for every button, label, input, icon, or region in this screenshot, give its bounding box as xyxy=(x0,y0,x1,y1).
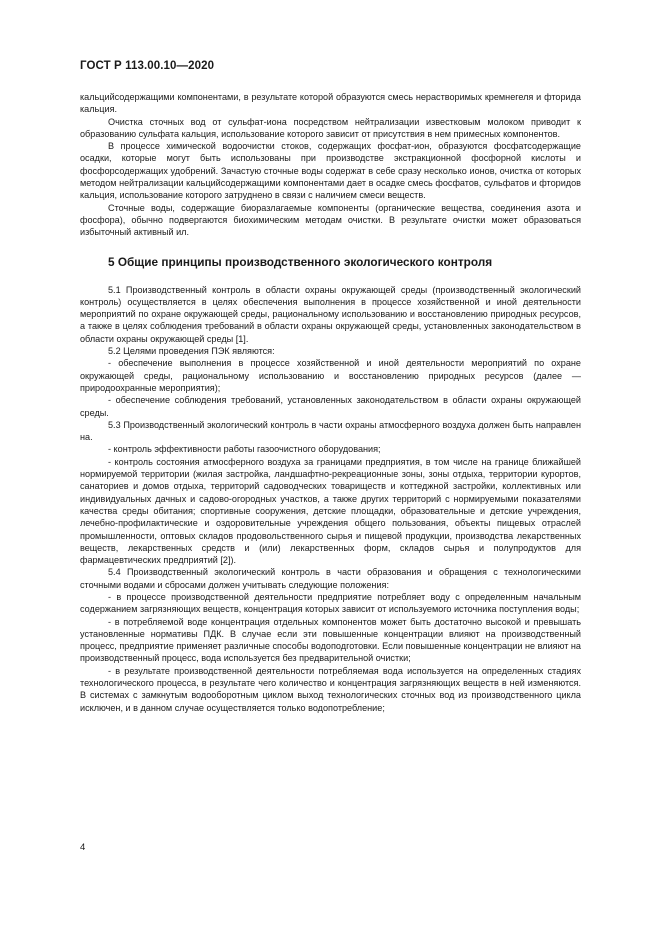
section-heading: 5 Общие принципы производственного экологического контроля xyxy=(108,254,493,269)
list-item: - в результате производственной деятельности потребляемая вода используется на определенных стадиях технологического процесса, в результате чего количество и концентрация загрязняющих веществ в ней изменяются. В системах с замкнутым водооборотным циклом выход технологических сточных вод из производственного цикла исключен, и в данном случае осуществляется только водопотребление; xyxy=(80,665,581,713)
paragraph: 5.1 Производственный контроль в области охраны окружающей среды (производственный экологический контроль) осуществляется в целях обеспечения выполнения в процессе хозяйственной и иной деятельности мероприятий по охране окружающей среды, рациональному использованию и восстановлению природных ресурсов, а также в целях соблюдения требований в области охраны окружающей среды, установленных законодательством в области охраны окружающей среды [1]. xyxy=(80,284,581,344)
page-number: 4 xyxy=(80,842,86,853)
paragraph: кальцийсодержащими компонентами, в результате которой образуются смесь нерастворимых кремнегеля и фторида кальция. xyxy=(80,92,581,115)
paragraph: 5.3 Производственный экологический контроль в части охраны атмосферного воздуха должен быть направлен на. xyxy=(80,419,581,443)
list-item: - в потребляемой воде концентрация отдельных компонентов может быть достаточно высокой и превышать установленные нормативы ПДК. В случае если эти повышенные концентрации влияют на производственный процесс, предприятие применяет различные способы водоподготовки. Если повышенные концентрации не влияют на производственный процесс, вода используется без предварительной очистки; xyxy=(80,616,581,664)
paragraph: Сточные воды, содержащие биоразлагаемые компоненты (органические вещества, соединения азота и фосфора), обычно подвергаются биохимическим методам очистки. В результате очистки может образоваться избыточный активный ил. xyxy=(80,202,581,238)
list-item: - контроль состояния атмосферного воздуха за границами предприятия, в том числе на границе ближайшей нормируемой территории (жилая застройка, ландшафтно-рекреационные зоны, зоны отдыха, территории курортов, санаториев и домов отдыха, территорий садоводческих товариществ и коттеджной застройки, коллективных или индивидуальных дачных и садово-огородных участков, а также других территорий с нормируемыми показателями качества среды обитания; спортивные сооружения, детские площадки, образовательные и детские учреждения, лечебно-профилактические и оздоровительные учреждения общего пользования, объекты пищевых отраслей промышленности, оптовых складов продовольственного сырья и пищевой продукции, производства лекарственных веществ, лекарственных средств и (или) лекарственных форм, складов сырья и полупродуктов для фармацевтических предприятий [2]). xyxy=(80,456,581,566)
paragraph: В процессе химической водоочистки стоков, содержащих фосфат-ион, образуются фосфатсодержащие осадки, которые могут быть использованы при производстве экстракционной фосфорной кислоты и фосфорсодержащих удобрений. Зачастую сточные воды содержат в себе сразу несколько ионов, очистка от которых методом нейтрализации кальцийсодержащими компонентами дает в осадке смесь фосфатов, сульфатов и фторидов кальция, использование которого затруднено в связи с наличием смеси веществ. xyxy=(80,141,581,201)
list-item: - контроль эффективности работы газоочистного оборудования; xyxy=(108,444,381,455)
paragraph: 5.2 Целями проведения ПЭК являются: xyxy=(108,346,275,357)
paragraph: Очистка сточных вод от сульфат-иона посредством нейтрализации известковым молоком приводит к образованию сульфата кальция, использование которого зависит от присутствия в нем примесных компонентов. xyxy=(80,116,581,139)
paragraph: 5.4 Производственный экологический контроль в части образования и обращения с технологическими сточными водами и сбросами должен учитывать следующие положения: xyxy=(80,567,581,590)
document-header: ГОСТ Р 113.00.10—2020 xyxy=(80,60,215,72)
list-item: - в процессе производственной деятельности предприятие потребляет воду с определенным начальным содержанием загрязняющих веществ, концентрация которых зависит от используемого источника поступления воды; xyxy=(80,591,581,615)
list-item: - обеспечение соблюдения требований, установленных законодательством в области охраны окружающей среды. xyxy=(80,395,581,418)
document-body xyxy=(80,91,581,714)
list-item: - обеспечение выполнения в процессе хозяйственной и иной деятельности мероприятий по охране окружающей среды, рациональному использованию и восстановлению природных ресурсов (далее — природоохранные мероприятия); xyxy=(80,358,581,393)
